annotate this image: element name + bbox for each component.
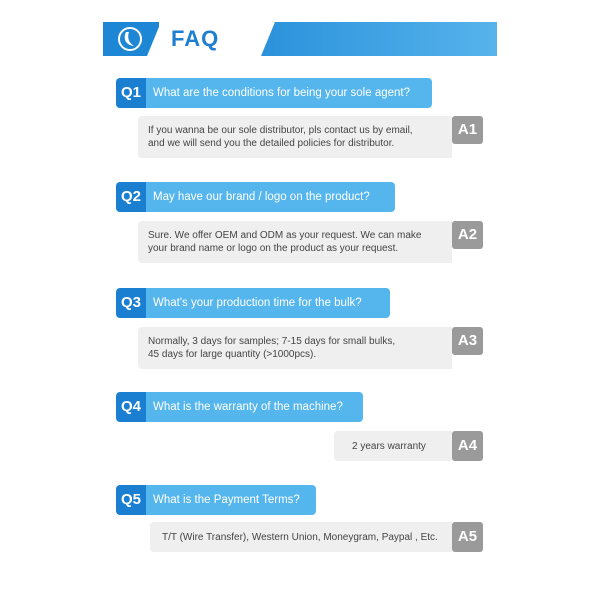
question-badge: Q4 xyxy=(116,392,146,422)
answer-text xyxy=(138,327,452,369)
answer-text xyxy=(138,116,452,158)
answer-line: T/T (Wire Transfer), Western Union, Moneygram, Paypal , Etc. xyxy=(162,531,438,543)
question-text: What is the warranty of the machine? xyxy=(146,392,363,422)
banner-gradient-strip xyxy=(261,22,497,56)
answer-badge: A5 xyxy=(452,522,483,552)
answer-badge: A4 xyxy=(452,431,483,461)
circle-swoosh-logo-icon xyxy=(117,26,143,52)
answer-line: 45 days for large quantity (>1000pcs). xyxy=(148,349,317,360)
answer-line: and we will send you the detailed policies for distributor. xyxy=(148,138,395,149)
faq-header-banner xyxy=(103,22,497,56)
answer-line: If you wanna be our sole distributor, pls contact us by email, xyxy=(148,125,413,136)
answer-text xyxy=(334,431,452,461)
answer-line: 2 years warranty xyxy=(352,440,426,452)
question-text: What is the Payment Terms? xyxy=(146,485,316,515)
question-text: May have our brand / logo on the product? xyxy=(146,182,395,212)
question-text: What are the conditions for being your sole agent? xyxy=(146,78,432,108)
question-badge: Q1 xyxy=(116,78,146,108)
answer-badge: A3 xyxy=(452,327,483,355)
answer-text xyxy=(138,221,452,263)
question-text: What's your production time for the bulk? xyxy=(146,288,390,318)
question-badge: Q3 xyxy=(116,288,146,318)
answer-line: Normally, 3 days for samples; 7-15 days for small bulks, xyxy=(148,336,396,347)
answer-badge: A1 xyxy=(452,116,483,144)
question-badge: Q5 xyxy=(116,485,146,515)
answer-text xyxy=(150,522,452,552)
answer-line: Sure. We offer OEM and ODM as your request. We can make xyxy=(148,230,422,241)
page-title: FAQ xyxy=(171,26,220,51)
answer-line: your brand name or logo on the product as your request. xyxy=(148,243,399,254)
answer-badge: A2 xyxy=(452,221,483,249)
question-badge: Q2 xyxy=(116,182,146,212)
